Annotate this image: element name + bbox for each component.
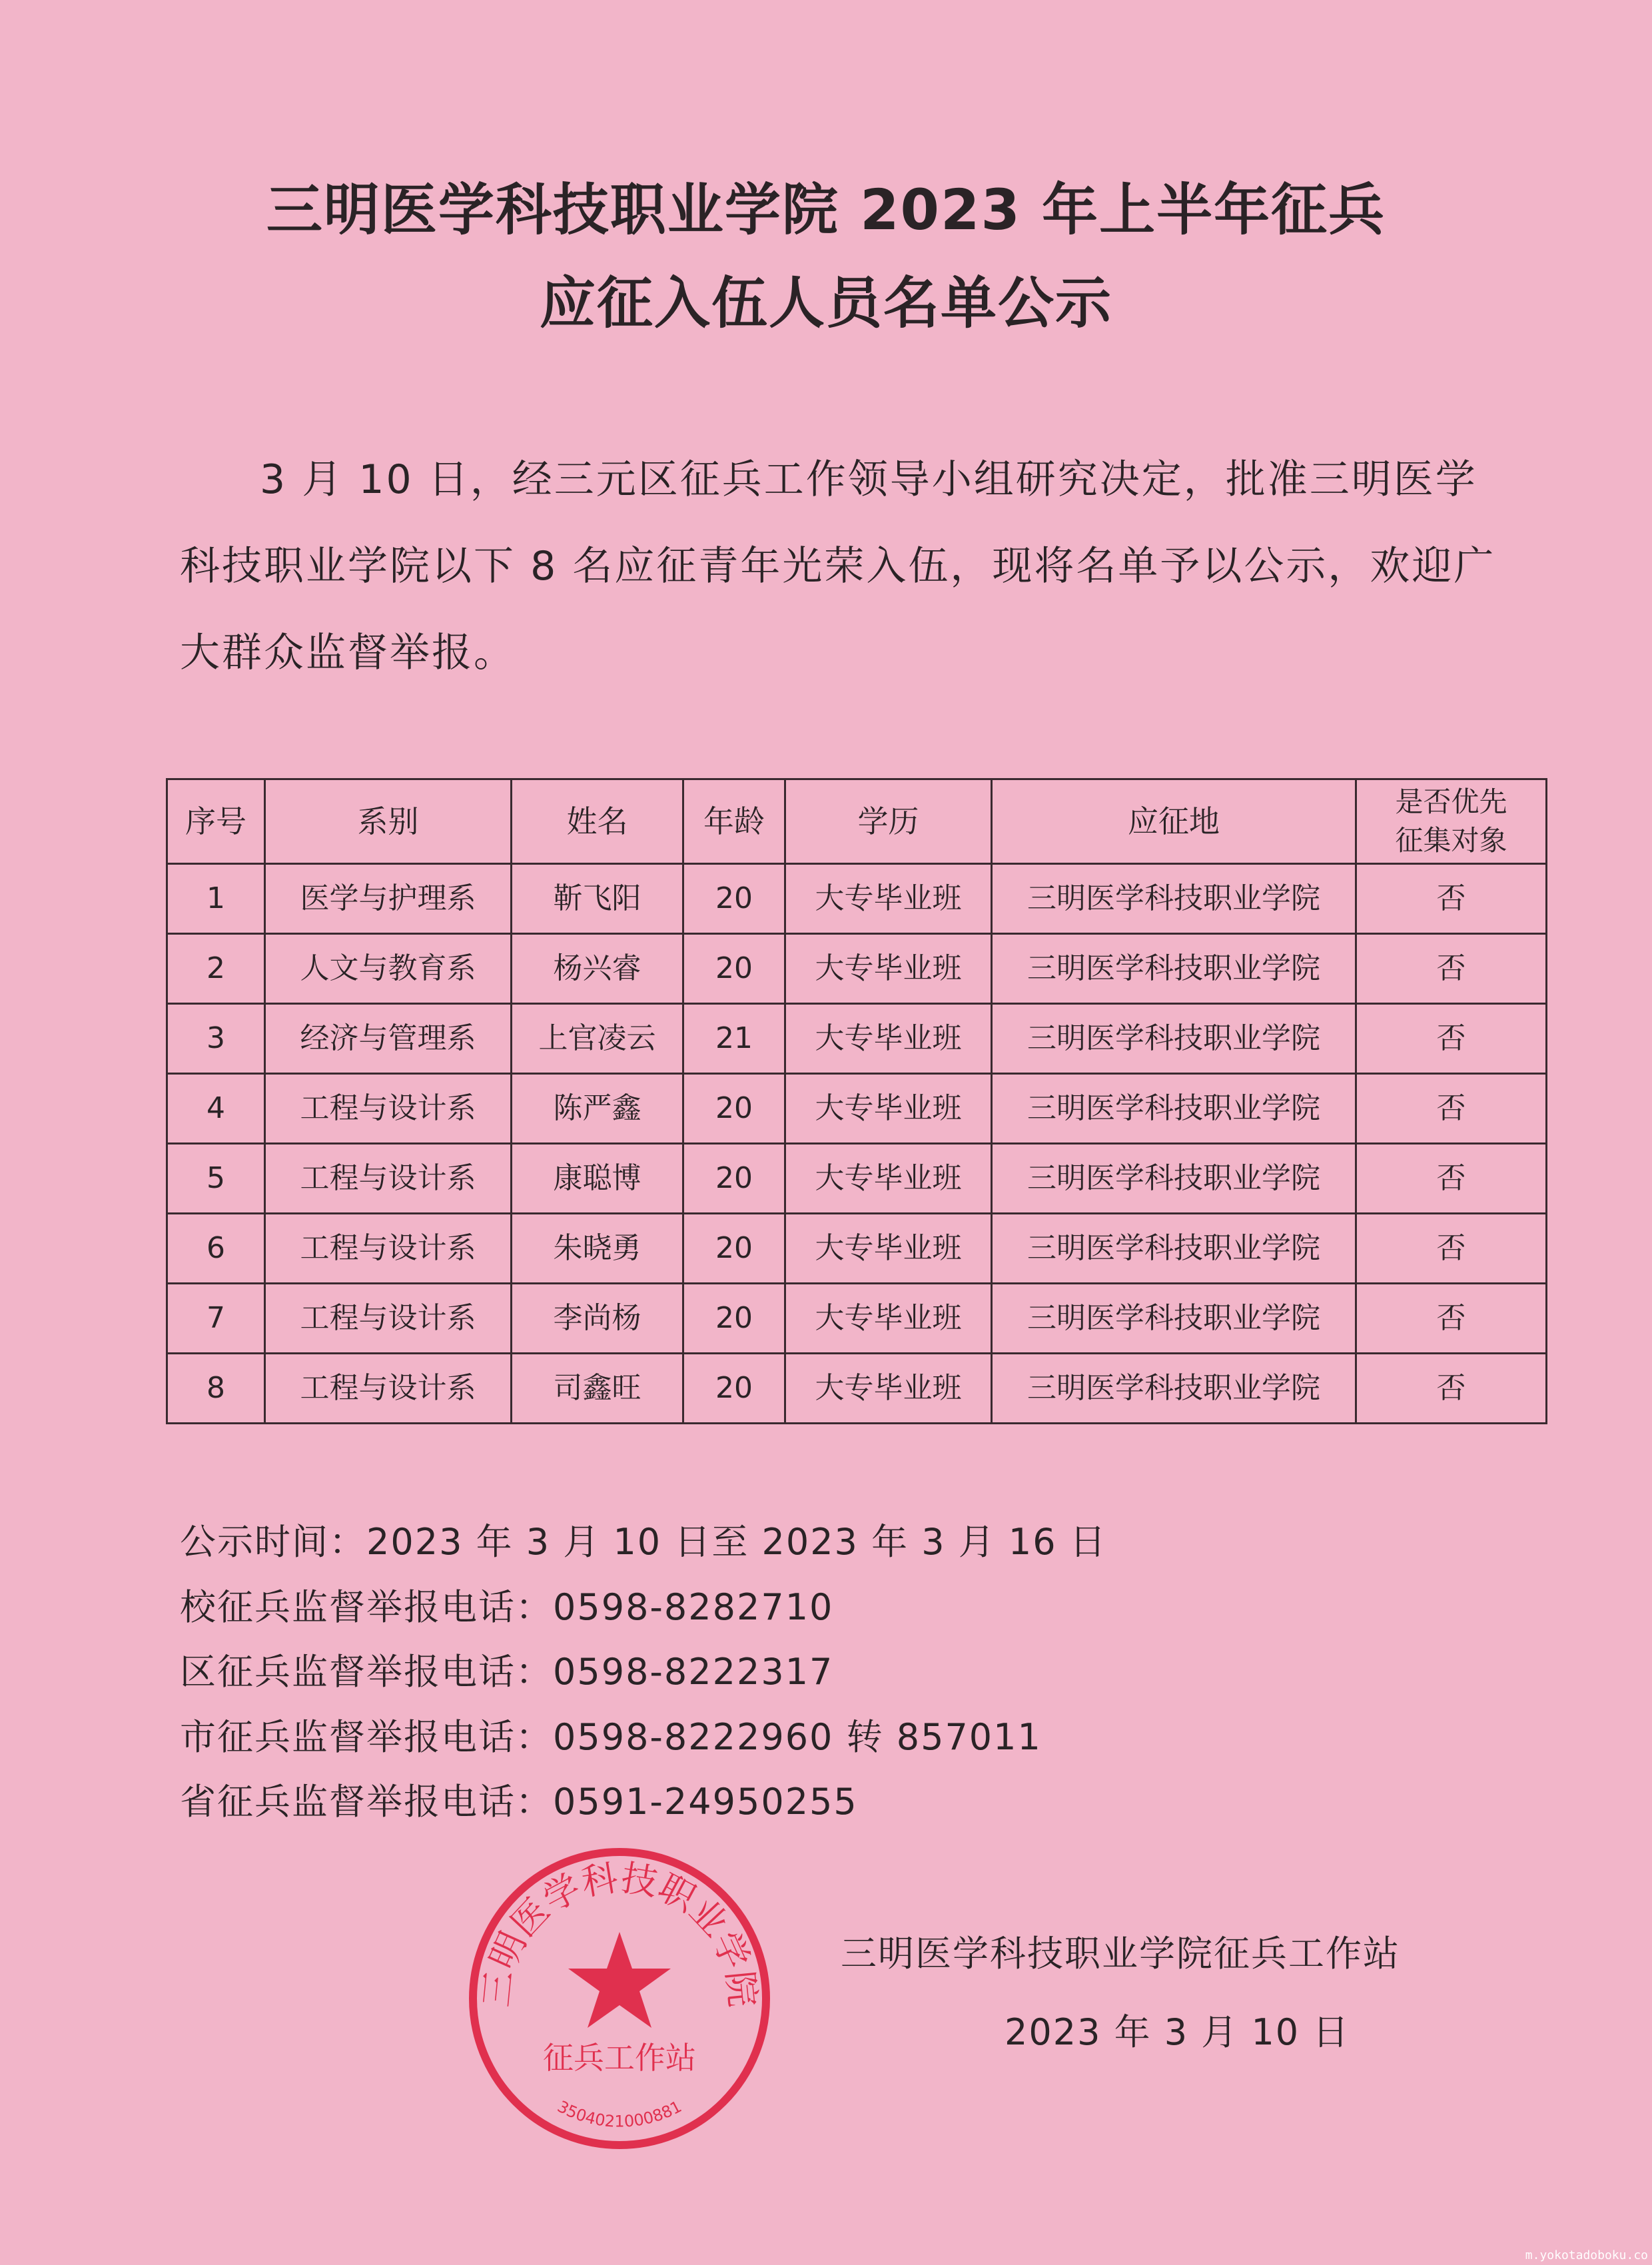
cell-age: 20 — [683, 1354, 785, 1424]
cell-name: 杨兴睿 — [512, 934, 683, 1004]
cell-priority: 否 — [1356, 1354, 1547, 1424]
notice-period: 公示时间：2023 年 3 月 10 日至 2023 年 3 月 16 日 — [180, 1521, 1107, 1563]
cell-name: 司鑫旺 — [512, 1354, 683, 1424]
official-seal — [466, 1845, 773, 2152]
cell-index: 1 — [167, 864, 265, 934]
cell-age: 20 — [683, 934, 785, 1004]
cell-age: 20 — [683, 1144, 785, 1214]
signature-org: 三明医学科技职业学院征兵工作站 — [841, 1933, 1400, 1975]
cell-name: 靳飞阳 — [512, 864, 683, 934]
cell-age: 20 — [683, 1284, 785, 1354]
seal-code: 3504021000881 — [554, 2096, 685, 2131]
cell-education: 大专毕业班 — [785, 1214, 992, 1284]
cell-age: 20 — [683, 864, 785, 934]
cell-location: 三明医学科技职业学院 — [992, 1074, 1356, 1144]
cell-index: 3 — [167, 1004, 265, 1074]
cell-priority: 否 — [1356, 1214, 1547, 1284]
cell-education: 大专毕业班 — [785, 864, 992, 934]
cell-education: 大专毕业班 — [785, 1144, 992, 1214]
cell-priority: 否 — [1356, 1284, 1547, 1354]
cell-priority: 否 — [1356, 1144, 1547, 1214]
cell-age: 20 — [683, 1214, 785, 1284]
title-line-2: 应征入伍人员名单公示 — [539, 270, 1112, 336]
cell-index: 2 — [167, 934, 265, 1004]
cell-education: 大专毕业班 — [785, 1354, 992, 1424]
header-priority — [1356, 779, 1547, 864]
cell-department: 工程与设计系 — [265, 1284, 512, 1354]
enlistee-table — [166, 778, 1547, 1424]
table-row — [167, 1074, 1547, 1144]
header-index: 序号 — [167, 779, 265, 864]
watermark: m.yokotadoboku.co — [1525, 2248, 1648, 2262]
title-line-1: 三明医学科技职业学院 2023 年上半年征兵 — [266, 177, 1386, 242]
cell-education: 大专毕业班 — [785, 934, 992, 1004]
cell-age: 20 — [683, 1074, 785, 1144]
cell-education: 大专毕业班 — [785, 1074, 992, 1144]
cell-location: 三明医学科技职业学院 — [992, 1004, 1356, 1074]
seal-bottom-text: 征兵工作站 — [543, 2040, 696, 2076]
intro-paragraph: 3 月 10 日，经三元区征兵工作领导小组研究决定，批准三明医学科技职业学院以下 8 名应征青年光荣入伍，现将名单予以公示，欢迎广大群众监督举报。 — [180, 456, 1496, 676]
cell-education: 大专毕业班 — [785, 1004, 992, 1074]
cell-priority: 否 — [1356, 1004, 1547, 1074]
cell-department: 工程与设计系 — [265, 1354, 512, 1424]
cell-department: 医学与护理系 — [265, 864, 512, 934]
cell-department: 工程与设计系 — [265, 1144, 512, 1214]
star-icon — [568, 1932, 671, 2028]
cell-location: 三明医学科技职业学院 — [992, 1354, 1356, 1424]
cell-name: 朱晓勇 — [512, 1214, 683, 1284]
table-row — [167, 1144, 1547, 1214]
cell-location: 三明医学科技职业学院 — [992, 934, 1356, 1004]
cell-location: 三明医学科技职业学院 — [992, 1144, 1356, 1214]
header-age: 年龄 — [683, 779, 785, 864]
cell-age: 21 — [683, 1004, 785, 1074]
header-location: 应征地 — [992, 779, 1356, 864]
cell-name: 陈严鑫 — [512, 1074, 683, 1144]
district-phone: 区征兵监督举报电话：0598-8222317 — [180, 1651, 834, 1693]
cell-name: 李尚杨 — [512, 1284, 683, 1354]
school-phone: 校征兵监督举报电话：0598-8282710 — [180, 1586, 834, 1628]
table-row — [167, 864, 1547, 934]
cell-department: 人文与教育系 — [265, 934, 512, 1004]
cell-location: 三明医学科技职业学院 — [992, 1214, 1356, 1284]
cell-education: 大专毕业班 — [785, 1284, 992, 1354]
province-phone: 省征兵监督举报电话：0591-24950255 — [180, 1781, 858, 1823]
cell-priority: 否 — [1356, 1074, 1547, 1144]
cell-name: 康聪博 — [512, 1144, 683, 1214]
header-priority-line-2: 征集对象 — [1395, 824, 1507, 857]
cell-location: 三明医学科技职业学院 — [992, 1284, 1356, 1354]
cell-department: 工程与设计系 — [265, 1074, 512, 1144]
table-row — [167, 934, 1547, 1004]
signature-date: 2023 年 3 月 10 日 — [1005, 2011, 1350, 2053]
cell-index: 5 — [167, 1144, 265, 1214]
header-department: 系别 — [265, 779, 512, 864]
cell-priority: 否 — [1356, 934, 1547, 1004]
cell-index: 8 — [167, 1354, 265, 1424]
cell-index: 6 — [167, 1214, 265, 1284]
table-header-row — [167, 779, 1547, 864]
cell-priority: 否 — [1356, 864, 1547, 934]
cell-index: 7 — [167, 1284, 265, 1354]
header-priority-line-1: 是否优先 — [1395, 785, 1507, 818]
seal-top-text: 三明医学科技职业学院 — [475, 1856, 764, 2009]
cell-department: 工程与设计系 — [265, 1214, 512, 1284]
table-row — [167, 1354, 1547, 1424]
cell-location: 三明医学科技职业学院 — [992, 864, 1356, 934]
header-name: 姓名 — [512, 779, 683, 864]
cell-index: 4 — [167, 1074, 265, 1144]
city-phone: 市征兵监督举报电话：0598-8222960 转 857011 — [180, 1716, 1042, 1758]
table-row — [167, 1214, 1547, 1284]
cell-department: 经济与管理系 — [265, 1004, 512, 1074]
header-education: 学历 — [785, 779, 992, 864]
table-row — [167, 1284, 1547, 1354]
table-row — [167, 1004, 1547, 1074]
cell-name: 上官凌云 — [512, 1004, 683, 1074]
